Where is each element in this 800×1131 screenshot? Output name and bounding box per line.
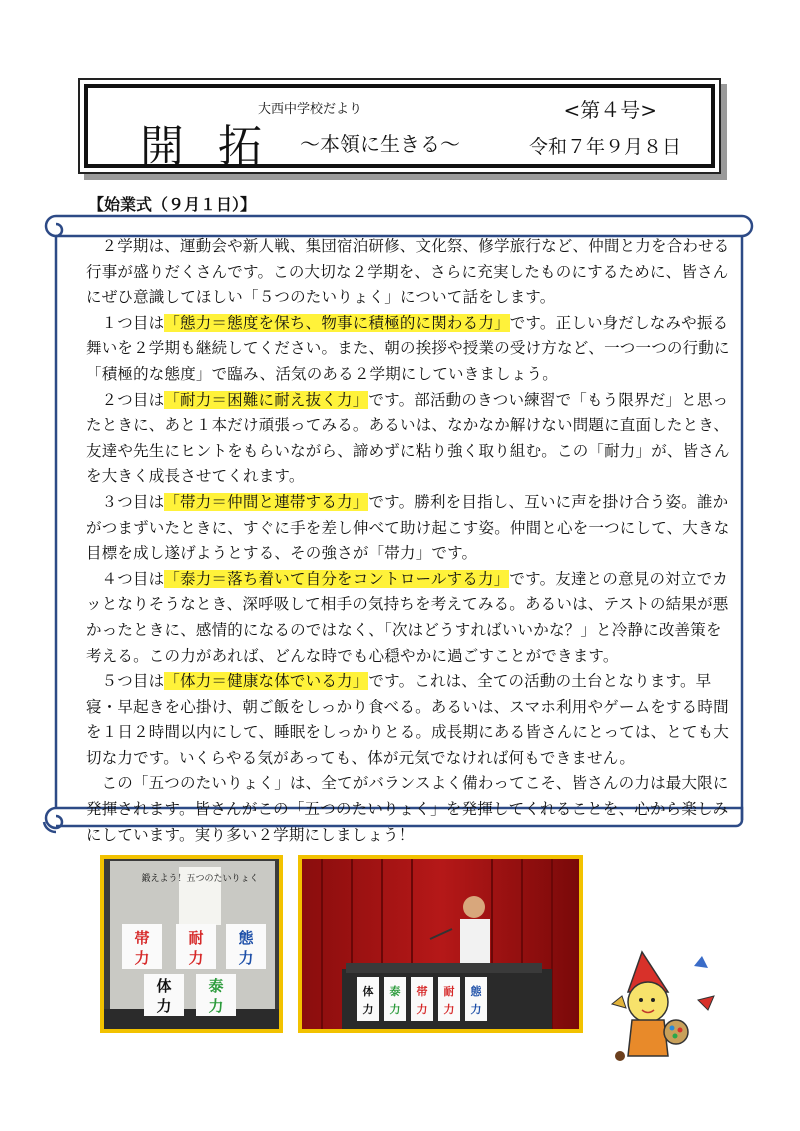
highlight-self-control: 「泰力＝落ち着いて自分をコントロールする力」 — [164, 569, 510, 588]
paragraph-first-strength: １つ目は「態力＝態度を保ち、物事に積極的に関わる力」です。正しい身だしなみや振る舞いを２学期も継続してください。また、朝の挨拶や授業の受け方など、一つ一つの行動に「積極的な態度」で臨み、活気のある２学期にしていきましょう。 — [86, 313, 730, 383]
card-tai-endure-top: 耐 — [188, 929, 204, 947]
mascot-illustration — [598, 944, 728, 1069]
paragraph-fifth-strength: ５つ目は「体力＝健康な体でいる力」です。これは、全ての活動の土台となります。早寝・早起きを心掛け、朝ご飯をしっかり食べる。あるいは、スマホ利用やゲームをする時間を１日２時間以内にして、睡眠をしっかりとる。成長期にある皆さんにとっては、とても大切な力です。いくらやる気があっても、体が元気でなければ何もできません。 — [86, 672, 730, 767]
mascot-icon — [598, 944, 728, 1069]
svg-text:力: 力 — [443, 1003, 455, 1016]
ceremony-photo-icon — [302, 859, 579, 1029]
highlight-rentai: 「帯力＝仲間と連帯する力」 — [164, 492, 369, 511]
paragraph-second-strength: ２つ目は「耐力＝困難に耐え抜く力」です。部活動のきつい練習で「もう限界だ」と思ったときに、あと１本だけ頑張ってみる。あるいは、なかなか解けない問題に直面したとき、友達や先生にヒントをもらいながら、諦めずに粘り強く取り組む。この「耐力」が、皆さんを大きく成長させてくれます。 — [86, 390, 730, 486]
paragraph-fourth-strength: ４つ目は「泰力＝落ち着いて自分をコントロールする力」です。友達との意見の対立でカッとなりそうなとき、深呼吸して相手の気持ちを考えてみる。あるいは、テストの結果が悪かったときに、感情的になるのではなく、「次はどうすればいいかな？」と冷静に改善策を考える。この力があれば、どんな時でも心穏やかに過ごすことができます。 — [86, 569, 729, 665]
svg-text:泰: 泰 — [389, 985, 401, 998]
card-tai-endure-bottom: 力 — [188, 949, 204, 967]
paragraph-third-strength: ３つ目は「帯力＝仲間と連帯する力」です。勝利を目指し、互いに声を掛け合う姿。誰かがつまずいたときに、すぐに手を差し伸べて助け起こす姿。仲間と心を一つにして、大きな目標を成し遂げようとする、その強さが「帯力」です。 — [86, 492, 730, 563]
newsletter-header — [78, 78, 721, 174]
svg-text:耐: 耐 — [443, 985, 455, 998]
card-tai-calm-bottom: 力 — [208, 997, 224, 1015]
highlight-tairyoku-endurance: 「耐力＝困難に耐え抜く力」 — [164, 390, 369, 409]
photo-posters — [100, 855, 283, 1033]
card-tai-body-bottom: 力 — [156, 997, 172, 1015]
svg-text:力: 力 — [362, 1003, 374, 1016]
header-inner-frame — [84, 84, 715, 172]
svg-text:力: 力 — [389, 1003, 401, 1016]
posters-photo-icon — [104, 859, 279, 1029]
card-tai-attitude-top: 態 — [238, 929, 254, 947]
paragraph-closing: この「五つのたいりょく」は、全てがバランスよく備わってこそ、皆さんの力は最大限に発揮されます。皆さんがこの「五つのたいりょく」を発揮してくれることを、心から楽しみにしています。実り多い２学期にしましょう！ — [86, 774, 729, 844]
highlight-physical: 「体力＝健康な体でいる力」 — [164, 672, 369, 691]
newsletter-motto: ～本領に生きる～ — [300, 132, 460, 156]
scroll-frame — [36, 210, 756, 844]
svg-text:帯: 帯 — [416, 985, 428, 998]
newsletter-title: 開拓 — [140, 121, 296, 172]
highlight-taido: 「態力＝態度を保ち、物事に積極的に関わる力」 — [164, 313, 510, 332]
svg-text:力: 力 — [470, 1003, 482, 1016]
card-tai-calm-top: 泰 — [208, 977, 224, 995]
svg-text:体: 体 — [362, 985, 374, 998]
section-heading: 【始業式（９月１日）】 — [88, 195, 257, 214]
card-tai-band-bottom: 力 — [134, 949, 150, 967]
card-tai-band-top: 帯 — [134, 929, 150, 947]
issue-date: 令和７年９月８日 — [528, 136, 681, 158]
card-tai-body-top: 体 — [156, 977, 172, 995]
poster-title: 鍛えよう！五つのたいりょく — [141, 874, 259, 884]
issue-number: <第４号> — [563, 98, 657, 122]
svg-text:力: 力 — [416, 1003, 428, 1016]
photo-ceremony — [298, 855, 583, 1033]
card-tai-attitude-bottom: 力 — [238, 949, 254, 967]
school-newsletter-label: 大西中学校だより — [258, 102, 363, 117]
svg-text:態: 態 — [470, 985, 482, 998]
paragraph-intro: ２学期は、運動会や新人戦、集団宿泊研修、文化祭、修学旅行など、仲間と力を合わせる行事が盛りだくさんです。この大切な２学期を、さらに充実したものにするために、皆さんにぜひ意識してほしい「５つのたいりょく」について話をします。 — [86, 237, 730, 307]
article-body — [86, 234, 736, 848]
